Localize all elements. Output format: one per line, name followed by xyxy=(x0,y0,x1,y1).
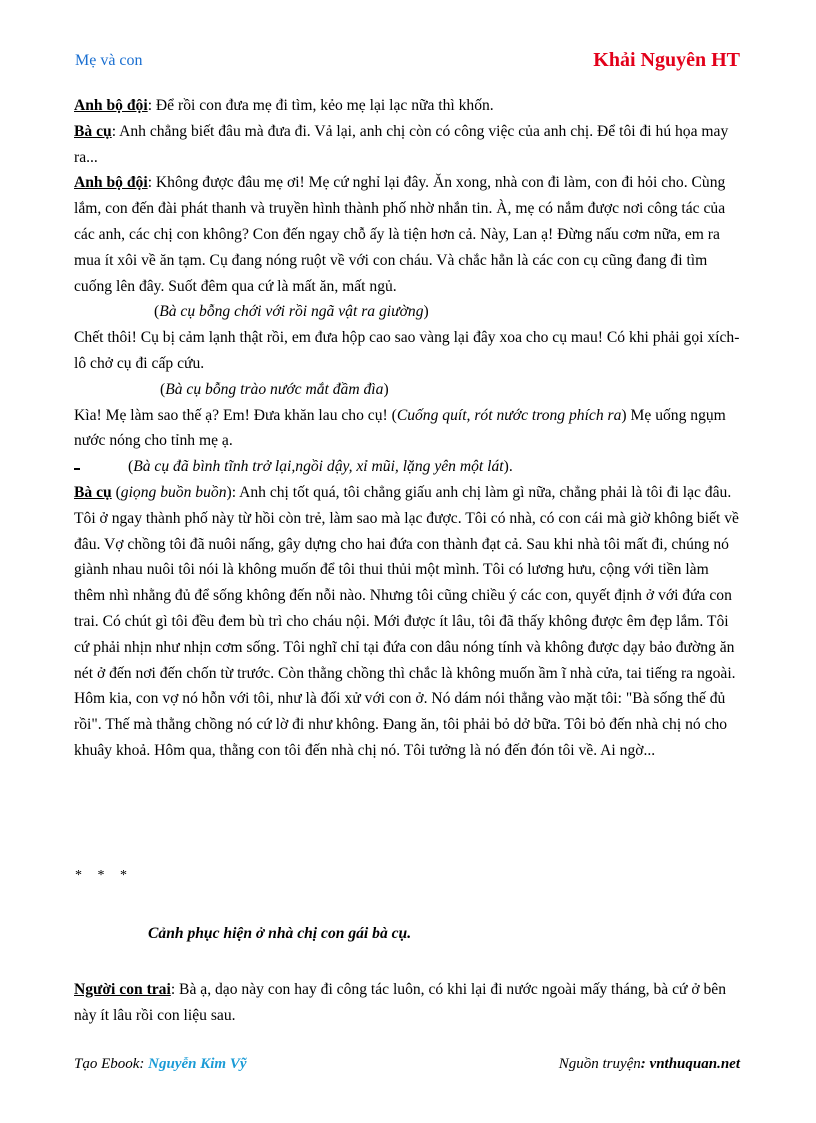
footer-source: Nguồn truyện: vnthuquan.net xyxy=(558,1056,740,1072)
inline-direction: Cuống quít, rót nước trong phích ra xyxy=(396,406,622,424)
dialogue-text: : Không được đâu mẹ ơi! Mẹ cứ nghỉ lại đây. Ăn xong, nhà con đi làm, con đi hỏi cho. Cùng lắm, con đến đài phát thanh và truyền hình thành phố nhờ nhắn tin. À, mẹ có nắm được nơi công tác của các anh, các chị con không? Con đến ngay chỗ ấy là tiện hơn cả. Này, Lan ạ! Đừng nấu cơm nữa, em ra mua ít xôi về ăn tạm. Cụ đang nóng ruột về với con cháu. Và chắc hẳn là các con cụ cũng đang đi tìm cuống lên đây. Suốt đêm qua cứ là mất ăn, mất ngủ. xyxy=(74,174,726,295)
speaker-label: Người con trai xyxy=(74,981,171,998)
speaker-label: Anh bộ đội xyxy=(74,97,148,114)
dialogue-paragraph xyxy=(74,170,742,299)
ebook-creator-name: Nguyễn Kim Vỹ xyxy=(148,1056,247,1072)
stage-direction: (Bà cụ bỗng trào nước mắt đầm đìa) xyxy=(160,380,389,398)
scene-heading: Cảnh phục hiện ở nhà chị con gái bà cụ. xyxy=(148,925,412,942)
dialogue-text: : Anh chẳng biết đâu mà đưa đi. Vả lại, anh chị còn có công việc của anh chị. Để tôi đi hú họa may ra... xyxy=(74,122,729,166)
document-body xyxy=(74,93,742,764)
speaker-label: Bà cụ xyxy=(74,122,112,140)
stage-direction: (Bà cụ bỗng chới với rồi ngã vật ra giường) xyxy=(154,303,429,321)
stage-direction: (Bà cụ đã bình tĩnh trở lại,ngồi dậy, xỉ mũi, lặng yên một lát). xyxy=(74,454,742,480)
stage-direction-text: Bà cụ bỗng trào nước mắt đầm đìa xyxy=(165,380,384,398)
inline-direction: giọng buồn buồn xyxy=(120,483,227,501)
document-body-continued xyxy=(74,977,742,1029)
dialogue-paragraph xyxy=(74,325,742,377)
dialogue-paragraph xyxy=(74,119,742,171)
dialogue-paragraph xyxy=(74,977,742,1029)
stage-direction-text: Bà cụ bỗng chới với rồi ngã vật ra giường xyxy=(159,303,424,321)
speaker-label: Anh bộ đội xyxy=(74,174,148,192)
footer-ebook: Tạo Ebook: Nguyễn Kim Vỹ xyxy=(74,1056,247,1072)
speaker-label: Bà cụ xyxy=(74,483,112,501)
dialogue-paragraph: Bà cụ (giọng buồn buồn): Anh chị tốt quá, tôi chẳng giấu anh chị làm gì nữa, chẳng phải là tôi đi lạc đâu. Tôi ở ngay thành phố này từ hồi còn trẻ, làm sao mà lạc được. Tôi có nhà, có con cái mà giờ không biết về đâu. Vợ chồng tôi đã nuôi nấng, gây dựng cho hai đứa con thành đạt cả. Sau khi nhà tôi mất đi, chúng nó giành nhau nuôi tôi nói là không muốn để tôi thui thủi một mình. Tôi có lương hưu, cộng với tiền làm thêm nhì nhằng đủ để sống không đến nỗi nào. Nhưng tôi cũng chiều ý các con, quyết định ở với đứa con trai. Có chút gì tôi đều đem bù trì cho cháu nội. Mới được ít lâu, tôi đã thấy không được êm đẹp lắm. Tôi cứ phải nhịn như nhịn cơm sống. Tôi nghĩ chỉ tại đứa con dâu nóng tính và không được dạy bảo đường ăn nét ở đến nơi đến chốn từ trước. Còn thằng chồng thì chắc là không muốn ầm ĩ nhà cửa, tai tiếng ra ngoài. Hôm kia, con vợ nó hỗn với tôi, như là đối xử với con ở. Nó dám nói thẳng vào mặt tôi: "Bà sống thế đủ rồi". Thế mà thằng chồng nó cứ lờ đi như không. Đang ăn, tôi phải bỏ dở bữa. Tôi bỏ đến nhà chị nó cho khuây khoả. Hôm qua, thằng con tôi đến nhà chị nó. Tôi tưởng là nó đến đón tôi về. Ai ngờ... xyxy=(74,483,739,759)
source-site-name: vnthuquan.net xyxy=(649,1056,740,1072)
dash-mark xyxy=(74,468,80,470)
dialogue-paragraph xyxy=(74,93,742,119)
stage-direction-text: Bà cụ đã bình tĩnh trở lại,ngồi dậy, xỉ mũi, lặng yên một lát xyxy=(133,458,504,476)
header-title: Mẹ và con xyxy=(75,52,143,69)
dialogue-text: Chết thôi! Cụ bị cảm lạnh thật rồi, em đưa hộp cao sao vàng lại đây xoa cho cụ mau! Có khi phải gọi xích-lô chở cụ đi cấp cứu. xyxy=(74,329,740,372)
section-divider: * * * xyxy=(75,868,129,883)
dialogue-text: ): Anh chị tốt quá, tôi chẳng giấu anh chị làm gì nữa, chẳng phải là tôi đi lạc đâu. Tôi ở ngay thành phố này từ hồi còn trẻ, làm sao mà lạc được. Tôi có nhà, có con cái mà giờ không biết về đâu. Vợ chồng tôi đã nuôi nấng, gây dựng cho hai đứa con thành đạt cả. Sau khi nhà tôi mất đi, chúng nó giành nhau nuôi tôi nói là không muốn để tôi thui thủi một mình. Tôi có lương hưu, cộng với tiền làm thêm nhì nhằng đủ để sống không đến nỗi nào. Nhưng tôi cũng chiều ý các con, quyết định ở với đứa con trai. Có chút gì tôi đều đem bù trì cho cháu nội. Mới được ít lâu, tôi đã thấy không được êm đẹp lắm. Tôi cứ phải nhịn như nhịn cơm sống. Tôi nghĩ chỉ tại đứa con dâu nóng tính và không được dạy bảo đường ăn nét ở đến nơi đến chốn từ trước. Còn thằng chồng thì chắc là không muốn ầm ĩ nhà cửa, tai tiếng ra ngoài. Hôm kia, con vợ nó hỗn với tôi, như là đối xử với con ở. Nó dám nói thẳng vào mặt tôi: "Bà sống thế đủ rồi". Thế mà thằng chồng nó cứ lờ đi như không. Đang ăn, tôi phải bỏ dở bữa. Tôi bỏ đến nhà chị nó cho khuây khoả. Hôm qua, thằng con tôi đến nhà chị nó. Tôi tưởng là nó đến đón tôi về. Ai ngờ... xyxy=(74,483,739,759)
dialogue-text: : Để rồi con đưa mẹ đi tìm, kẻo mẹ lại lạc nữa thì khốn. xyxy=(147,97,494,114)
dialogue-text: : Bà ạ, dạo này con hay đi công tác luôn, có khi lại đi nước ngoài mấy tháng, bà cứ ở bên này ít lâu rồi con liệu sau. xyxy=(74,981,727,1024)
header-author: Khải Nguyên HT xyxy=(593,49,740,71)
dialogue-paragraph: Kìa! Mẹ làm sao thế ạ? Em! Đưa khăn lau cho cụ! (Cuống quít, rót nước trong phích ra) Mẹ uống ngụm nước nóng cho tỉnh mẹ ạ. xyxy=(74,406,726,450)
